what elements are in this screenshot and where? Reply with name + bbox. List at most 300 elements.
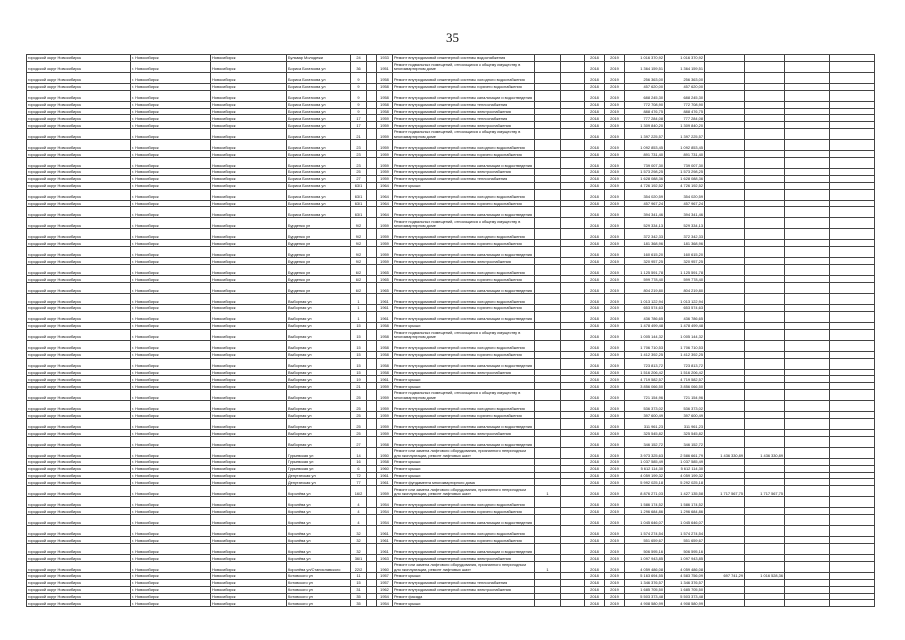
cell-extra-1 — [785, 430, 830, 437]
cell-year-built: 1959 — [377, 240, 393, 247]
cell-street: Бориса Богаткова ул — [287, 61, 351, 72]
cell-municipality: городской округ Новосибирск — [27, 72, 131, 83]
cell-lifts — [535, 465, 561, 472]
cell-end-year: 2019 — [605, 129, 625, 140]
cell-extra-2 — [830, 90, 875, 101]
cell-regional-fund: 1 005 144,32 — [665, 329, 705, 340]
cell-regional-fund: 3 856 066,50 — [665, 383, 705, 390]
cell-house: 25 — [351, 401, 367, 412]
cell-year-built: 1954 — [377, 515, 393, 526]
cell-lifts — [535, 229, 561, 240]
cell-street: Бориса Богаткова ул — [287, 200, 351, 207]
cell-lifts — [535, 369, 561, 376]
cell-total-cost: 653 574,63 — [625, 305, 665, 312]
cell-extra-2 — [830, 412, 875, 419]
cell-municipality: городской округ Новосибирск — [27, 526, 131, 537]
cell-local-budget: 697 741,29 — [705, 572, 745, 579]
cell-building — [367, 140, 377, 151]
cell-area — [561, 479, 585, 486]
cell-area — [561, 61, 585, 72]
cell-year-built: 1933 — [377, 55, 393, 62]
cell-extra-2 — [830, 182, 875, 189]
cell-local-budget — [705, 390, 745, 401]
cell-year-built: 1961 — [377, 305, 393, 312]
table-row — [27, 358, 875, 369]
cell-lifts — [535, 311, 561, 322]
cell-city: Новосибирск — [211, 383, 287, 390]
cell-building — [367, 283, 377, 294]
cell-local-budget — [705, 101, 745, 108]
cell-extra-2 — [830, 283, 875, 294]
cell-house: 9/2 — [351, 247, 367, 258]
cell-total-cost: 888 476,75 — [625, 108, 665, 115]
cell-city: Новосибирск — [211, 55, 287, 62]
cell-year-built: 1959 — [377, 430, 393, 437]
cell-local-budget — [705, 358, 745, 369]
cell-building — [367, 358, 377, 369]
cell-city: Новосибирск — [211, 140, 287, 151]
cell-extra-2 — [830, 526, 875, 537]
cell-settlement: г. Новосибирск — [131, 447, 211, 458]
cell-total-cost: 5 163 694,55 — [625, 572, 665, 579]
cell-start-year: 2018 — [585, 351, 605, 358]
cell-end-year: 2019 — [605, 265, 625, 276]
cell-total-cost: 457 967,24 — [625, 200, 665, 207]
cell-local-budget — [705, 175, 745, 182]
cell-other-cost — [745, 258, 785, 265]
cell-end-year: 2019 — [605, 283, 625, 294]
cell-start-year: 2018 — [585, 158, 605, 169]
cell-work-type: Ремонт крыши — [393, 600, 535, 607]
cell-street: Бурденко ул — [287, 240, 351, 247]
cell-house: 63/1 — [351, 200, 367, 207]
cell-year-built: 1958 — [377, 83, 393, 90]
cell-street: Королёва ул/Станиславского — [287, 561, 351, 572]
table-row — [27, 189, 875, 200]
cell-regional-fund: 5 612 114,30 — [665, 465, 705, 472]
cell-house: 15 — [351, 329, 367, 340]
cell-local-budget — [705, 600, 745, 607]
cell-extra-2 — [830, 72, 875, 83]
cell-city: Новосибирск — [211, 175, 287, 182]
cell-municipality: городской округ Новосибирск — [27, 436, 131, 447]
cell-house: 23 — [351, 151, 367, 158]
cell-municipality: городской округ Новосибирск — [27, 544, 131, 555]
cell-work-type: Ремонт подвальных помещений, относящихся к общему имуществу в многоквартирном доме — [393, 61, 535, 72]
cell-year-built: 1965 — [377, 276, 393, 283]
cell-regional-fund: 529 334,13 — [665, 218, 705, 229]
cell-work-type: Ремонт внутридомовой инженерной системы холодного водоснабжения — [393, 340, 535, 351]
cell-other-cost — [745, 526, 785, 537]
cell-lifts — [535, 158, 561, 169]
cell-end-year: 2019 — [605, 412, 625, 419]
cell-total-cost: 457 620,00 — [625, 83, 665, 90]
cell-street: Королёва ул — [287, 497, 351, 508]
cell-year-built: 1958 — [377, 436, 393, 447]
cell-building — [367, 537, 377, 544]
cell-settlement: г. Новосибирск — [131, 351, 211, 358]
cell-area — [561, 508, 585, 515]
cell-year-built: 1958 — [377, 340, 393, 351]
cell-year-built: 1958 — [377, 369, 393, 376]
cell-extra-2 — [830, 151, 875, 158]
cell-house: 6/2 — [351, 283, 367, 294]
cell-area — [561, 247, 585, 258]
cell-regional-fund: 1 092 853,45 — [665, 140, 705, 151]
cell-settlement: г. Новосибирск — [131, 479, 211, 486]
cell-extra-2 — [830, 479, 875, 486]
table-row — [27, 572, 875, 579]
cell-local-budget — [705, 458, 745, 465]
cell-street: Бориса Богаткова ул — [287, 175, 351, 182]
cell-end-year: 2019 — [605, 207, 625, 218]
cell-start-year: 2018 — [585, 401, 605, 412]
cell-street: Бориса Богаткова ул — [287, 169, 351, 176]
cell-extra-2 — [830, 169, 875, 176]
table-row — [27, 276, 875, 283]
cell-regional-fund: 320 957,25 — [665, 258, 705, 265]
cell-street: Выборная ул — [287, 401, 351, 412]
cell-regional-fund: 1 412 392,25 — [665, 351, 705, 358]
cell-extra-1 — [785, 115, 830, 122]
cell-city: Новосибирск — [211, 115, 287, 122]
cell-city: Новосибирск — [211, 247, 287, 258]
cell-extra-1 — [785, 101, 830, 108]
cell-extra-2 — [830, 258, 875, 265]
cell-area — [561, 419, 585, 430]
cell-extra-1 — [785, 200, 830, 207]
cell-municipality: городской округ Новосибирск — [27, 258, 131, 265]
table-row — [27, 340, 875, 351]
cell-other-cost — [745, 515, 785, 526]
cell-house: 35 — [351, 593, 367, 600]
cell-year-built: 1959 — [377, 401, 393, 412]
cell-settlement: г. Новосибирск — [131, 151, 211, 158]
cell-end-year: 2019 — [605, 600, 625, 607]
cell-work-type: Ремонт внутридомовой инженерной системы электроснабжения — [393, 108, 535, 115]
cell-extra-1 — [785, 376, 830, 383]
cell-area — [561, 515, 585, 526]
cell-regional-fund: 1 045 646,07 — [665, 515, 705, 526]
cell-area — [561, 207, 585, 218]
cell-extra-1 — [785, 294, 830, 305]
cell-extra-1 — [785, 508, 830, 515]
cell-other-cost — [745, 465, 785, 472]
cell-municipality: городской округ Новосибирск — [27, 189, 131, 200]
table-row — [27, 129, 875, 140]
cell-municipality: городской округ Новосибирск — [27, 240, 131, 247]
cell-municipality: городской округ Новосибирск — [27, 218, 131, 229]
cell-work-type: Ремонт внутридомовой инженерной системы канализации и водоотведения — [393, 311, 535, 322]
cell-area — [561, 351, 585, 358]
cell-start-year: 2018 — [585, 322, 605, 329]
cell-total-cost: 394 341,46 — [625, 207, 665, 218]
cell-building — [367, 108, 377, 115]
cell-total-cost: 1 478 499,48 — [625, 322, 665, 329]
cell-local-budget — [705, 305, 745, 312]
cell-start-year: 2018 — [585, 83, 605, 90]
cell-local-budget — [705, 383, 745, 390]
cell-work-type: Ремонт подвальных помещений, относящихся к общему имуществу в многоквартирном доме — [393, 218, 535, 229]
cell-building — [367, 526, 377, 537]
cell-work-type: Ремонт внутридомовой инженерной системы канализации и водоотведения — [393, 358, 535, 369]
cell-end-year: 2019 — [605, 390, 625, 401]
table-row — [27, 537, 875, 544]
cell-start-year: 2018 — [585, 600, 605, 607]
cell-year-built: 1961 — [377, 544, 393, 555]
cell-year-built: 1959 — [377, 151, 393, 158]
cell-city: Новосибирск — [211, 412, 287, 419]
cell-house: 4 — [351, 508, 367, 515]
cell-settlement: г. Новосибирск — [131, 294, 211, 305]
cell-building — [367, 218, 377, 229]
cell-house: 16/2 — [351, 486, 367, 497]
table-row — [27, 122, 875, 129]
cell-start-year: 2018 — [585, 537, 605, 544]
cell-extra-1 — [785, 305, 830, 312]
table-row — [27, 458, 875, 465]
cell-house: 15 — [351, 358, 367, 369]
cell-settlement: г. Новосибирск — [131, 115, 211, 122]
cell-area — [561, 55, 585, 62]
cell-work-type: Ремонт крыши — [393, 472, 535, 479]
cell-extra-2 — [830, 447, 875, 458]
cell-lifts — [535, 430, 561, 437]
cell-extra-2 — [830, 351, 875, 358]
cell-municipality: городской округ Новосибирск — [27, 122, 131, 129]
cell-building — [367, 182, 377, 189]
cell-settlement: г. Новосибирск — [131, 465, 211, 472]
cell-other-cost — [745, 182, 785, 189]
cell-city: Новосибирск — [211, 101, 287, 108]
cell-start-year: 2018 — [585, 430, 605, 437]
cell-extra-1 — [785, 151, 830, 158]
cell-start-year: 2018 — [585, 561, 605, 572]
cell-work-type: Ремонт внутридомовой инженерной системы горячего водоснабжения — [393, 508, 535, 515]
cell-total-cost: 1 412 392,25 — [625, 351, 665, 358]
cell-settlement: г. Новосибирск — [131, 586, 211, 593]
cell-municipality: городской округ Новосибирск — [27, 497, 131, 508]
cell-area — [561, 311, 585, 322]
cell-year-built: 1958 — [377, 458, 393, 465]
cell-other-cost — [745, 579, 785, 586]
cell-year-built: 1958 — [377, 72, 393, 83]
cell-settlement: г. Новосибирск — [131, 412, 211, 419]
cell-work-type: Ремонт подвальных помещений, относящихся к общему имуществу в многоквартирном доме — [393, 390, 535, 401]
cell-city: Новосибирск — [211, 276, 287, 283]
table-row — [27, 247, 875, 258]
cell-local-budget — [705, 401, 745, 412]
cell-total-cost: 506 595,16 — [625, 544, 665, 555]
cell-building — [367, 376, 377, 383]
cell-total-cost: 721 154,96 — [625, 390, 665, 401]
cell-end-year: 2019 — [605, 276, 625, 283]
cell-other-cost — [745, 358, 785, 369]
cell-other-cost — [745, 140, 785, 151]
cell-other-cost — [745, 200, 785, 207]
cell-area — [561, 294, 585, 305]
cell-year-built: 1964 — [377, 207, 393, 218]
cell-end-year: 2019 — [605, 526, 625, 537]
cell-start-year: 2018 — [585, 479, 605, 486]
table-row — [27, 101, 875, 108]
cell-building — [367, 497, 377, 508]
cell-work-type: Ремонт внутридомовой инженерной системы горячего водоснабжения — [393, 412, 535, 419]
cell-municipality: городской округ Новосибирск — [27, 472, 131, 479]
cell-street: Бурденко ул — [287, 229, 351, 240]
cell-municipality: городской округ Новосибирск — [27, 419, 131, 430]
cell-start-year: 2018 — [585, 486, 605, 497]
cell-regional-fund: 4 059 486,08 — [665, 561, 705, 572]
cell-lifts — [535, 586, 561, 593]
cell-year-built: 1959 — [377, 115, 393, 122]
cell-area — [561, 430, 585, 437]
cell-work-type: Ремонт внутридомовой инженерной системы холодного водоснабжения — [393, 229, 535, 240]
cell-other-cost — [745, 419, 785, 430]
cell-total-cost: 1 346 376,57 — [625, 579, 665, 586]
cell-municipality: городской округ Новосибирск — [27, 55, 131, 62]
cell-start-year: 2018 — [585, 229, 605, 240]
cell-building — [367, 561, 377, 572]
cell-end-year: 2019 — [605, 508, 625, 515]
cell-city: Новосибирск — [211, 189, 287, 200]
cell-extra-1 — [785, 240, 830, 247]
cell-municipality: городской округ Новосибирск — [27, 555, 131, 562]
cell-other-cost — [745, 351, 785, 358]
table-row — [27, 376, 875, 383]
cell-settlement: г. Новосибирск — [131, 101, 211, 108]
cell-city: Новосибирск — [211, 593, 287, 600]
cell-other-cost — [745, 458, 785, 465]
table-row — [27, 72, 875, 83]
cell-city: Новосибирск — [211, 61, 287, 72]
cell-total-cost: 346 152,72 — [625, 436, 665, 447]
cell-municipality: городской округ Новосибирск — [27, 283, 131, 294]
table-row — [27, 311, 875, 322]
cell-local-budget — [705, 515, 745, 526]
cell-settlement: г. Новосибирск — [131, 579, 211, 586]
cell-city: Новосибирск — [211, 72, 287, 83]
cell-settlement: г. Новосибирск — [131, 83, 211, 90]
cell-extra-1 — [785, 579, 830, 586]
cell-start-year: 2018 — [585, 419, 605, 430]
cell-city: Новосибирск — [211, 555, 287, 562]
cell-house: 25 — [351, 412, 367, 419]
cell-settlement: г. Новосибирск — [131, 340, 211, 351]
cell-house: 17 — [351, 122, 367, 129]
cell-year-built: 1954 — [377, 600, 393, 607]
cell-regional-fund: 1 478 499,48 — [665, 322, 705, 329]
cell-lifts — [535, 83, 561, 90]
cell-area — [561, 390, 585, 401]
cell-municipality: городской округ Новосибирск — [27, 515, 131, 526]
cell-area — [561, 83, 585, 90]
table-row — [27, 140, 875, 151]
cell-municipality: городской округ Новосибирск — [27, 151, 131, 158]
cell-start-year: 2018 — [585, 207, 605, 218]
cell-city: Новосибирск — [211, 544, 287, 555]
cell-extra-2 — [830, 465, 875, 472]
cell-area — [561, 200, 585, 207]
table-row — [27, 207, 875, 218]
cell-start-year: 2018 — [585, 497, 605, 508]
cell-other-cost — [745, 61, 785, 72]
cell-end-year: 2019 — [605, 479, 625, 486]
cell-extra-2 — [830, 579, 875, 586]
table-row — [27, 555, 875, 562]
cell-house: 9/2 — [351, 240, 367, 247]
cell-total-cost: 1 097 943,85 — [625, 555, 665, 562]
cell-work-type: Ремонт внутридомовой инженерной системы холодного водоснабжения — [393, 294, 535, 305]
cell-extra-2 — [830, 207, 875, 218]
cell-regional-fund: 1 397 225,57 — [665, 129, 705, 140]
cell-end-year: 2019 — [605, 101, 625, 108]
cell-house: 32 — [351, 526, 367, 537]
cell-house: 24 — [351, 55, 367, 62]
cell-year-built: 1960 — [377, 465, 393, 472]
cell-house: 25 — [351, 430, 367, 437]
cell-local-budget — [705, 561, 745, 572]
cell-house: 63/1 — [351, 207, 367, 218]
cell-lifts — [535, 329, 561, 340]
cell-work-type: Ремонт внутридомовой инженерной системы горячего водоснабжения — [393, 305, 535, 312]
cell-year-built: 1950 — [377, 447, 393, 458]
cell-start-year: 2018 — [585, 122, 605, 129]
cell-building — [367, 322, 377, 329]
cell-extra-2 — [830, 555, 875, 562]
table-row — [27, 240, 875, 247]
table-row — [27, 544, 875, 555]
cell-lifts — [535, 515, 561, 526]
cell-end-year: 2019 — [605, 340, 625, 351]
cell-local-budget — [705, 586, 745, 593]
cell-work-type: Ремонт внутридомовой инженерной системы холодного водоснабжения — [393, 401, 535, 412]
cell-end-year: 2019 — [605, 351, 625, 358]
cell-street: Бориса Богаткова ул — [287, 207, 351, 218]
cell-work-type: Ремонт внутридомовой инженерной системы электроснабжения — [393, 430, 535, 437]
cell-house: 31 — [351, 586, 367, 593]
cell-area — [561, 401, 585, 412]
table-row — [27, 322, 875, 329]
cell-year-built: 1961 — [377, 376, 393, 383]
cell-end-year: 2019 — [605, 158, 625, 169]
cell-building — [367, 207, 377, 218]
cell-year-built: 1961 — [377, 526, 393, 537]
cell-area — [561, 229, 585, 240]
cell-start-year: 2018 — [585, 390, 605, 401]
cell-end-year: 2019 — [605, 140, 625, 151]
cell-house: 9/2 — [351, 258, 367, 265]
cell-regional-fund: 457 620,00 — [665, 83, 705, 90]
cell-extra-1 — [785, 412, 830, 419]
cell-street: Выборная ул — [287, 383, 351, 390]
cell-extra-1 — [785, 586, 830, 593]
cell-area — [561, 151, 585, 158]
cell-city: Новосибирск — [211, 369, 287, 376]
cell-regional-fund: 599 778,40 — [665, 276, 705, 283]
cell-city: Новосибирск — [211, 472, 287, 479]
cell-settlement: г. Новосибирск — [131, 90, 211, 101]
cell-year-built: 1961 — [377, 472, 393, 479]
table-row — [27, 419, 875, 430]
cell-municipality: городской округ Новосибирск — [27, 115, 131, 122]
cell-year-built: 1964 — [377, 182, 393, 189]
table-row — [27, 55, 875, 62]
cell-extra-2 — [830, 276, 875, 283]
table-row — [27, 465, 875, 472]
cell-area — [561, 586, 585, 593]
table-row — [27, 586, 875, 593]
